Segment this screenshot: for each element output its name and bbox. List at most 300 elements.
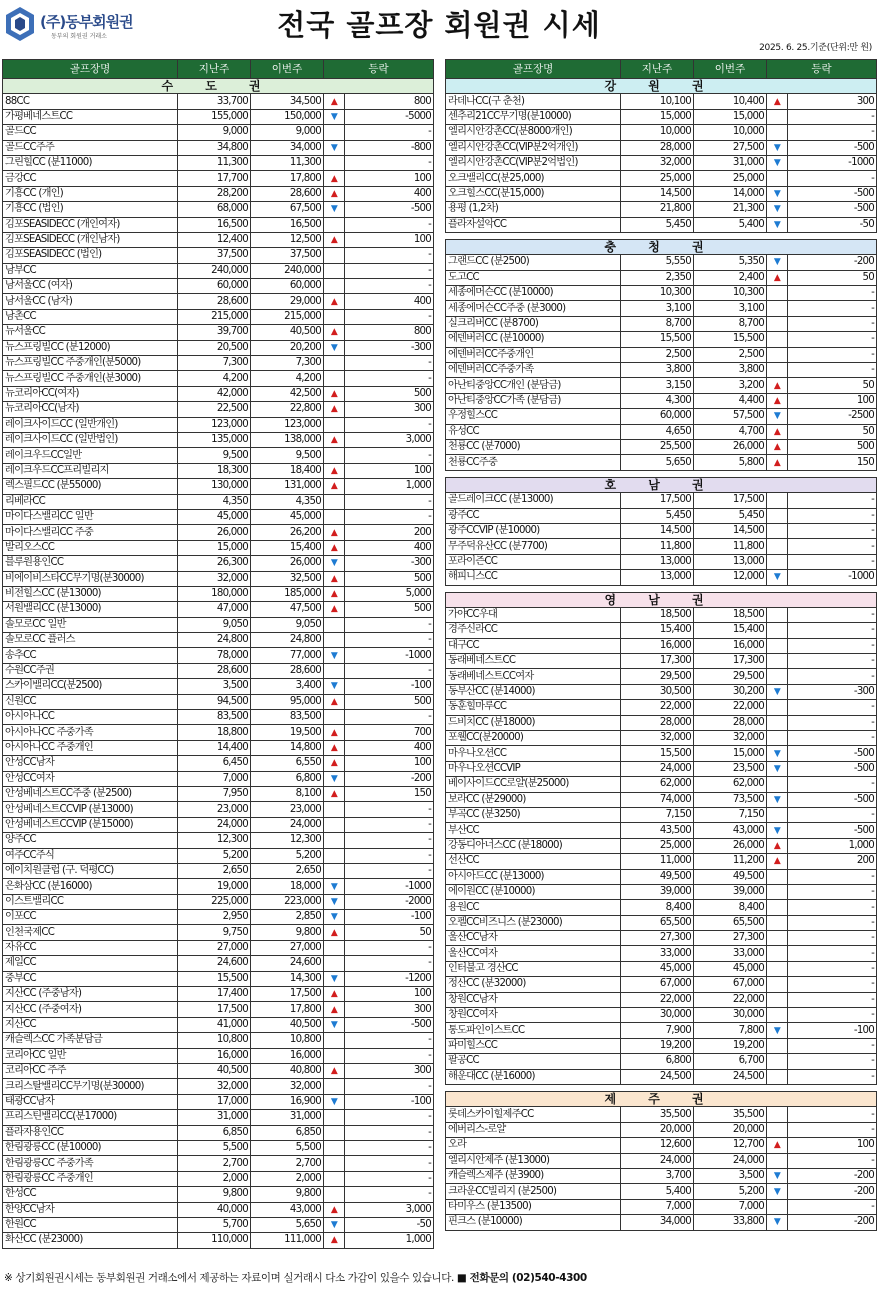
this-week-price: 22,000 <box>694 992 767 1007</box>
last-week-price: 22,000 <box>621 992 694 1007</box>
course-name: 캐슬렉스제주 (분3900) <box>446 1168 621 1183</box>
down-arrow-icon: ▼ <box>773 1217 781 1228</box>
this-week-price: 150,000 <box>251 109 324 124</box>
this-week-price: 5,200 <box>694 1184 767 1199</box>
table-row <box>3 448 434 463</box>
this-week-price: 3,800 <box>694 363 767 378</box>
this-week-price: 2,000 <box>251 1171 324 1186</box>
this-week-price: 95,000 <box>251 694 324 709</box>
table-row <box>3 371 434 386</box>
this-week-price: 32,000 <box>251 1079 324 1094</box>
last-week-price: 13,000 <box>621 554 694 569</box>
last-week-price: 14,400 <box>178 740 251 755</box>
this-week-price: 6,850 <box>251 1125 324 1140</box>
price-change: - <box>788 332 877 347</box>
price-change: -500 <box>788 823 877 838</box>
last-week-price: 94,500 <box>178 694 251 709</box>
course-name: 뉴스프링빌CC 주중개인(분3000) <box>3 371 178 386</box>
last-week-price: 67,000 <box>621 977 694 992</box>
table-row <box>3 202 434 217</box>
table-row <box>446 570 877 585</box>
course-name: 렉스필드CC (분55000) <box>3 479 178 494</box>
this-week-price: 6,550 <box>251 756 324 771</box>
region-header <box>446 239 877 254</box>
price-change: - <box>788 1054 877 1069</box>
this-week-price: 43,000 <box>694 823 767 838</box>
price-change: - <box>788 915 877 930</box>
table-row <box>3 494 434 509</box>
course-name: 김포SEASIDECC (법인) <box>3 248 178 263</box>
last-week-price: 9,750 <box>178 925 251 940</box>
course-name: 플라자용인CC <box>3 1125 178 1140</box>
region-title: 호 남 권 <box>446 477 877 492</box>
price-change: - <box>788 638 877 653</box>
last-week-price: 17,500 <box>178 1002 251 1017</box>
last-week-price: 12,400 <box>178 232 251 247</box>
course-name: 지산CC <box>3 1017 178 1032</box>
last-week-price: 110,000 <box>178 1233 251 1248</box>
course-name: 신원CC <box>3 694 178 709</box>
down-arrow-icon: ▼ <box>330 142 338 153</box>
down-arrow-icon: ▼ <box>773 1171 781 1182</box>
down-arrow-icon: ▼ <box>773 687 781 698</box>
price-change: - <box>345 494 434 509</box>
price-change: -500 <box>788 746 877 761</box>
price-change: - <box>345 802 434 817</box>
price-change: - <box>788 1199 877 1214</box>
table-row <box>3 109 434 124</box>
table-row <box>3 894 434 909</box>
this-week-price: 17,300 <box>694 654 767 669</box>
price-change: - <box>788 623 877 638</box>
this-week-price: 29,000 <box>251 294 324 309</box>
this-week-price: 5,200 <box>251 848 324 863</box>
last-week-price: 3,100 <box>621 301 694 316</box>
last-week-price: 28,000 <box>621 715 694 730</box>
course-name: 마이다스밸리CC 주중 <box>3 525 178 540</box>
last-week-price: 15,500 <box>178 971 251 986</box>
table-row <box>446 409 877 424</box>
this-week-price: 7,300 <box>251 356 324 371</box>
course-name: 서원밸리CC (분13000) <box>3 602 178 617</box>
table-row <box>3 602 434 617</box>
course-name: 태광CC남자 <box>3 1094 178 1109</box>
price-change: - <box>788 700 877 715</box>
last-week-price: 39,000 <box>621 884 694 899</box>
table-row <box>446 607 877 622</box>
down-arrow-icon: ▼ <box>330 111 338 122</box>
course-name: 기흥CC (법인) <box>3 202 178 217</box>
price-change: 100 <box>345 756 434 771</box>
course-name: 남서울CC (남자) <box>3 294 178 309</box>
price-change: 50 <box>788 378 877 393</box>
last-week-price: 16,000 <box>178 1048 251 1063</box>
last-week-price: 17,500 <box>621 493 694 508</box>
price-change: -50 <box>788 217 877 232</box>
price-change: -100 <box>788 1023 877 1038</box>
this-week-price: 77,000 <box>251 648 324 663</box>
col-header-change: 등락 <box>324 60 434 79</box>
table-row <box>3 987 434 1002</box>
last-week-price: 17,000 <box>178 1094 251 1109</box>
course-name: 뉴코리아CC(여자) <box>3 386 178 401</box>
last-week-price: 5,650 <box>621 455 694 470</box>
this-week-price: 26,000 <box>251 556 324 571</box>
up-arrow-icon: ▲ <box>773 96 781 107</box>
price-change: - <box>788 977 877 992</box>
price-change: - <box>345 1125 434 1140</box>
down-arrow-icon: ▼ <box>330 896 338 907</box>
course-name: 뉴코리아CC(남자) <box>3 402 178 417</box>
table-row <box>446 363 877 378</box>
course-name: 핀크스 (분10000) <box>446 1215 621 1230</box>
table-row <box>446 109 877 124</box>
course-name: 김포SEASIDECC (개인여자) <box>3 217 178 232</box>
last-week-price: 7,300 <box>178 356 251 371</box>
region-title: 영 남 권 <box>446 592 877 607</box>
course-name: 부곡CC (분3250) <box>446 807 621 822</box>
this-week-price: 15,400 <box>694 623 767 638</box>
footer-note: ※ 상기회원권시세는 동부회원권 거래소에서 제공하는 자료이며 실거래시 다소 가감이 있을수 있습니다. <box>4 1272 454 1284</box>
this-week-price: 24,800 <box>251 633 324 648</box>
course-name: 레이크우드CC일반 <box>3 448 178 463</box>
last-week-price: 17,400 <box>178 987 251 1002</box>
price-change: -500 <box>788 186 877 201</box>
this-week-price: 67,500 <box>251 202 324 217</box>
price-change: -2000 <box>345 894 434 909</box>
course-name: 용원CC <box>446 900 621 915</box>
price-change: - <box>788 363 877 378</box>
table-row <box>446 931 877 946</box>
table-row <box>3 186 434 201</box>
last-week-price: 29,500 <box>621 669 694 684</box>
table-row <box>3 1002 434 1017</box>
table-row <box>446 270 877 285</box>
this-week-price: 43,000 <box>251 1202 324 1217</box>
table-row <box>446 140 877 155</box>
table-row <box>446 1138 877 1153</box>
price-change: - <box>345 309 434 324</box>
table-row <box>446 854 877 869</box>
course-name: 크리스탈밸리CC무기명(분30000) <box>3 1079 178 1094</box>
price-change: 800 <box>345 325 434 340</box>
this-week-price: 83,500 <box>251 710 324 725</box>
course-name: 스카이밸리CC(분2500) <box>3 679 178 694</box>
course-name: 안성베네스트CCVIP (분15000) <box>3 817 178 832</box>
course-name: 가야CC우대 <box>446 607 621 622</box>
course-name: 솔모로CC 일반 <box>3 617 178 632</box>
table-row <box>446 554 877 569</box>
up-arrow-icon: ▲ <box>330 589 338 600</box>
course-name: 엘리시안강촌CC(분8000개인) <box>446 125 621 140</box>
this-week-price: 2,700 <box>251 1156 324 1171</box>
col-header-last-week: 지난주 <box>178 60 251 79</box>
region-header <box>446 1092 877 1107</box>
course-name: 88CC <box>3 94 178 109</box>
down-arrow-icon: ▼ <box>330 773 338 784</box>
last-week-price: 12,300 <box>178 833 251 848</box>
table-row <box>446 94 877 109</box>
price-change: - <box>788 669 877 684</box>
table-row <box>3 879 434 894</box>
price-change: - <box>788 992 877 1007</box>
this-week-price: 215,000 <box>251 309 324 324</box>
up-arrow-icon: ▲ <box>330 1004 338 1015</box>
price-change: - <box>345 1033 434 1048</box>
table-row <box>446 1008 877 1023</box>
last-week-price: 12,600 <box>621 1138 694 1153</box>
up-arrow-icon: ▲ <box>773 856 781 867</box>
course-name: 에덴버러CC주중가족 <box>446 363 621 378</box>
course-name: 플라자설악CC <box>446 217 621 232</box>
table-row <box>3 817 434 832</box>
last-week-price: 5,700 <box>178 1217 251 1232</box>
last-week-price: 5,450 <box>621 217 694 232</box>
price-change: - <box>788 807 877 822</box>
price-change: - <box>788 869 877 884</box>
table-row <box>446 1069 877 1084</box>
this-week-price: 24,000 <box>251 817 324 832</box>
this-week-price: 37,500 <box>251 248 324 263</box>
price-change: -200 <box>788 1184 877 1199</box>
price-change: - <box>345 710 434 725</box>
last-week-price: 45,000 <box>178 509 251 524</box>
last-week-price: 32,000 <box>621 155 694 170</box>
price-change: - <box>345 1171 434 1186</box>
this-week-price: 27,500 <box>694 140 767 155</box>
this-week-price: 15,000 <box>694 109 767 124</box>
table-row <box>446 746 877 761</box>
this-week-price: 32,000 <box>694 731 767 746</box>
last-week-price: 10,100 <box>621 94 694 109</box>
last-week-price: 10,800 <box>178 1033 251 1048</box>
down-arrow-icon: ▼ <box>773 825 781 836</box>
table-row <box>3 386 434 401</box>
this-week-price: 11,800 <box>694 539 767 554</box>
table-row <box>3 694 434 709</box>
last-week-price: 155,000 <box>178 109 251 124</box>
price-change: - <box>345 1140 434 1155</box>
down-arrow-icon: ▼ <box>773 411 781 422</box>
footer <box>4 1270 587 1285</box>
this-week-price: 7,150 <box>694 807 767 822</box>
up-arrow-icon: ▲ <box>773 380 781 391</box>
table-row <box>3 910 434 925</box>
course-name: 천룡CC주중 <box>446 455 621 470</box>
down-arrow-icon: ▼ <box>330 1020 338 1031</box>
last-week-price: 32,000 <box>178 571 251 586</box>
course-name: 엘리시안제주 (분13000) <box>446 1153 621 1168</box>
course-name: 천룡CC (분7000) <box>446 439 621 454</box>
this-week-price: 12,500 <box>251 232 324 247</box>
this-week-price: 9,050 <box>251 617 324 632</box>
price-change: - <box>345 1156 434 1171</box>
last-week-price: 4,200 <box>178 371 251 386</box>
course-name: 골드레이크CC (분13000) <box>446 493 621 508</box>
course-name: 오라 <box>446 1138 621 1153</box>
table-row <box>3 925 434 940</box>
left-price-table <box>2 59 433 1249</box>
region-header <box>446 477 877 492</box>
last-week-price: 6,850 <box>178 1125 251 1140</box>
this-week-price: 10,000 <box>694 125 767 140</box>
last-week-price: 30,500 <box>621 684 694 699</box>
table-row <box>446 301 877 316</box>
course-name: 인천국제CC <box>3 925 178 940</box>
course-name: 레이크사이드CC (일반개인) <box>3 417 178 432</box>
table-row <box>446 915 877 930</box>
last-week-price: 17,300 <box>621 654 694 669</box>
table-row <box>446 125 877 140</box>
table-row <box>3 294 434 309</box>
course-name: 한양CC남자 <box>3 1202 178 1217</box>
course-name: 해운대CC (분16000) <box>446 1069 621 1084</box>
course-name: 김포SEASIDECC (개인남자) <box>3 232 178 247</box>
section-gap <box>446 232 877 239</box>
last-week-price: 65,500 <box>621 915 694 930</box>
price-change: - <box>345 1048 434 1063</box>
price-change: - <box>788 961 877 976</box>
last-week-price: 18,500 <box>621 607 694 622</box>
course-name: 타미우스 (분13500) <box>446 1199 621 1214</box>
course-name: 아시아나CC <box>3 710 178 725</box>
table-row <box>3 1017 434 1032</box>
price-change: - <box>788 125 877 140</box>
course-name: 오펠CC비즈니스 (분23000) <box>446 915 621 930</box>
course-name: 대구CC <box>446 638 621 653</box>
price-change: -50 <box>345 1217 434 1232</box>
last-week-price: 60,000 <box>178 279 251 294</box>
table-row <box>446 1168 877 1183</box>
course-name: 강동디아너스CC (분18000) <box>446 838 621 853</box>
price-change: -1000 <box>788 570 877 585</box>
course-name: 에덴버러CC (분10000) <box>446 332 621 347</box>
this-week-price: 28,600 <box>251 186 324 201</box>
last-week-price: 28,600 <box>178 663 251 678</box>
course-name: 마이다스밸리CC 일반 <box>3 509 178 524</box>
table-row <box>446 623 877 638</box>
up-arrow-icon: ▲ <box>773 396 781 406</box>
table-row <box>446 638 877 653</box>
this-week-price: 5,650 <box>251 1217 324 1232</box>
this-week-price: 29,500 <box>694 669 767 684</box>
table-row <box>3 1217 434 1232</box>
this-week-price: 20,200 <box>251 340 324 355</box>
page-title: 전국 골프장 회원권 시세 <box>277 8 601 42</box>
this-week-price: 8,400 <box>694 900 767 915</box>
course-name: 양주CC <box>3 833 178 848</box>
last-week-price: 16,500 <box>178 217 251 232</box>
last-week-price: 24,500 <box>621 1069 694 1084</box>
table-row <box>3 633 434 648</box>
up-arrow-icon: ▲ <box>330 1235 338 1246</box>
last-week-price: 25,000 <box>621 838 694 853</box>
this-week-price: 27,300 <box>694 931 767 946</box>
course-name: 아난티중앙CC개인 (분담금) <box>446 378 621 393</box>
this-week-price: 33,800 <box>694 1215 767 1230</box>
price-change: 3,000 <box>345 1202 434 1217</box>
this-week-price: 4,200 <box>251 371 324 386</box>
course-name: 지산CC (주중여자) <box>3 1002 178 1017</box>
course-name: 블루원용인CC <box>3 556 178 571</box>
course-name: 그랜드CC (분2500) <box>446 255 621 270</box>
price-change: -5000 <box>345 109 434 124</box>
this-week-price: 17,500 <box>251 987 324 1002</box>
table-row <box>446 155 877 170</box>
price-change: - <box>788 884 877 899</box>
table-right <box>445 59 877 1231</box>
price-change: - <box>345 371 434 386</box>
this-week-price: 24,500 <box>694 1069 767 1084</box>
course-name: 안성베네스트CC주중 (분2500) <box>3 786 178 801</box>
this-week-price: 2,850 <box>251 910 324 925</box>
course-name: 무주덕유산CC (분7700) <box>446 539 621 554</box>
price-change: - <box>788 1107 877 1122</box>
price-change: - <box>788 508 877 523</box>
table-row <box>3 756 434 771</box>
course-name: 동훈힐마루CC <box>446 700 621 715</box>
up-arrow-icon: ▲ <box>330 527 338 538</box>
this-week-price: 24,600 <box>251 956 324 971</box>
region-header <box>3 79 434 94</box>
last-week-price: 5,200 <box>178 848 251 863</box>
table-row <box>446 884 877 899</box>
course-name: 뉴스프링빌CC 주중개인(분5000) <box>3 356 178 371</box>
last-week-price: 4,650 <box>621 424 694 439</box>
table-row <box>3 648 434 663</box>
price-change: -300 <box>788 684 877 699</box>
price-change: -100 <box>345 679 434 694</box>
up-arrow-icon: ▲ <box>330 573 338 584</box>
this-week-price: 223,000 <box>251 894 324 909</box>
company-subtitle: 동부의 회원권 거래소 <box>51 33 107 40</box>
last-week-price: 7,950 <box>178 786 251 801</box>
table-row <box>446 255 877 270</box>
price-change: 1,000 <box>788 838 877 853</box>
this-week-price: 16,500 <box>251 217 324 232</box>
last-week-price: 34,000 <box>621 1215 694 1230</box>
last-week-price: 28,000 <box>621 140 694 155</box>
price-change: 3,000 <box>345 432 434 447</box>
this-week-price: 9,500 <box>251 448 324 463</box>
price-change: 400 <box>345 540 434 555</box>
this-week-price: 45,000 <box>251 509 324 524</box>
this-week-price: 16,900 <box>251 1094 324 1109</box>
table-row <box>446 286 877 301</box>
last-week-price: 19,200 <box>621 1038 694 1053</box>
last-week-price: 20,000 <box>621 1122 694 1137</box>
this-week-price: 20,000 <box>694 1122 767 1137</box>
this-week-price: 19,500 <box>251 725 324 740</box>
price-change: - <box>788 900 877 915</box>
down-arrow-icon: ▼ <box>773 572 781 583</box>
price-change: 200 <box>788 854 877 869</box>
course-name: 실크리버CC (분8700) <box>446 316 621 331</box>
this-week-price: 26,200 <box>251 525 324 540</box>
last-week-price: 35,500 <box>621 1107 694 1122</box>
price-change: 150 <box>345 786 434 801</box>
course-name: 드비치CC (분18000) <box>446 715 621 730</box>
table-row <box>446 669 877 684</box>
price-change: - <box>345 356 434 371</box>
this-week-price: 18,400 <box>251 463 324 478</box>
course-name: 리베라CC <box>3 494 178 509</box>
price-change: 800 <box>345 94 434 109</box>
this-week-price: 25,000 <box>694 171 767 186</box>
this-week-price: 14,800 <box>251 740 324 755</box>
table-row <box>3 509 434 524</box>
course-name: 에덴버러CC주중개인 <box>446 347 621 362</box>
